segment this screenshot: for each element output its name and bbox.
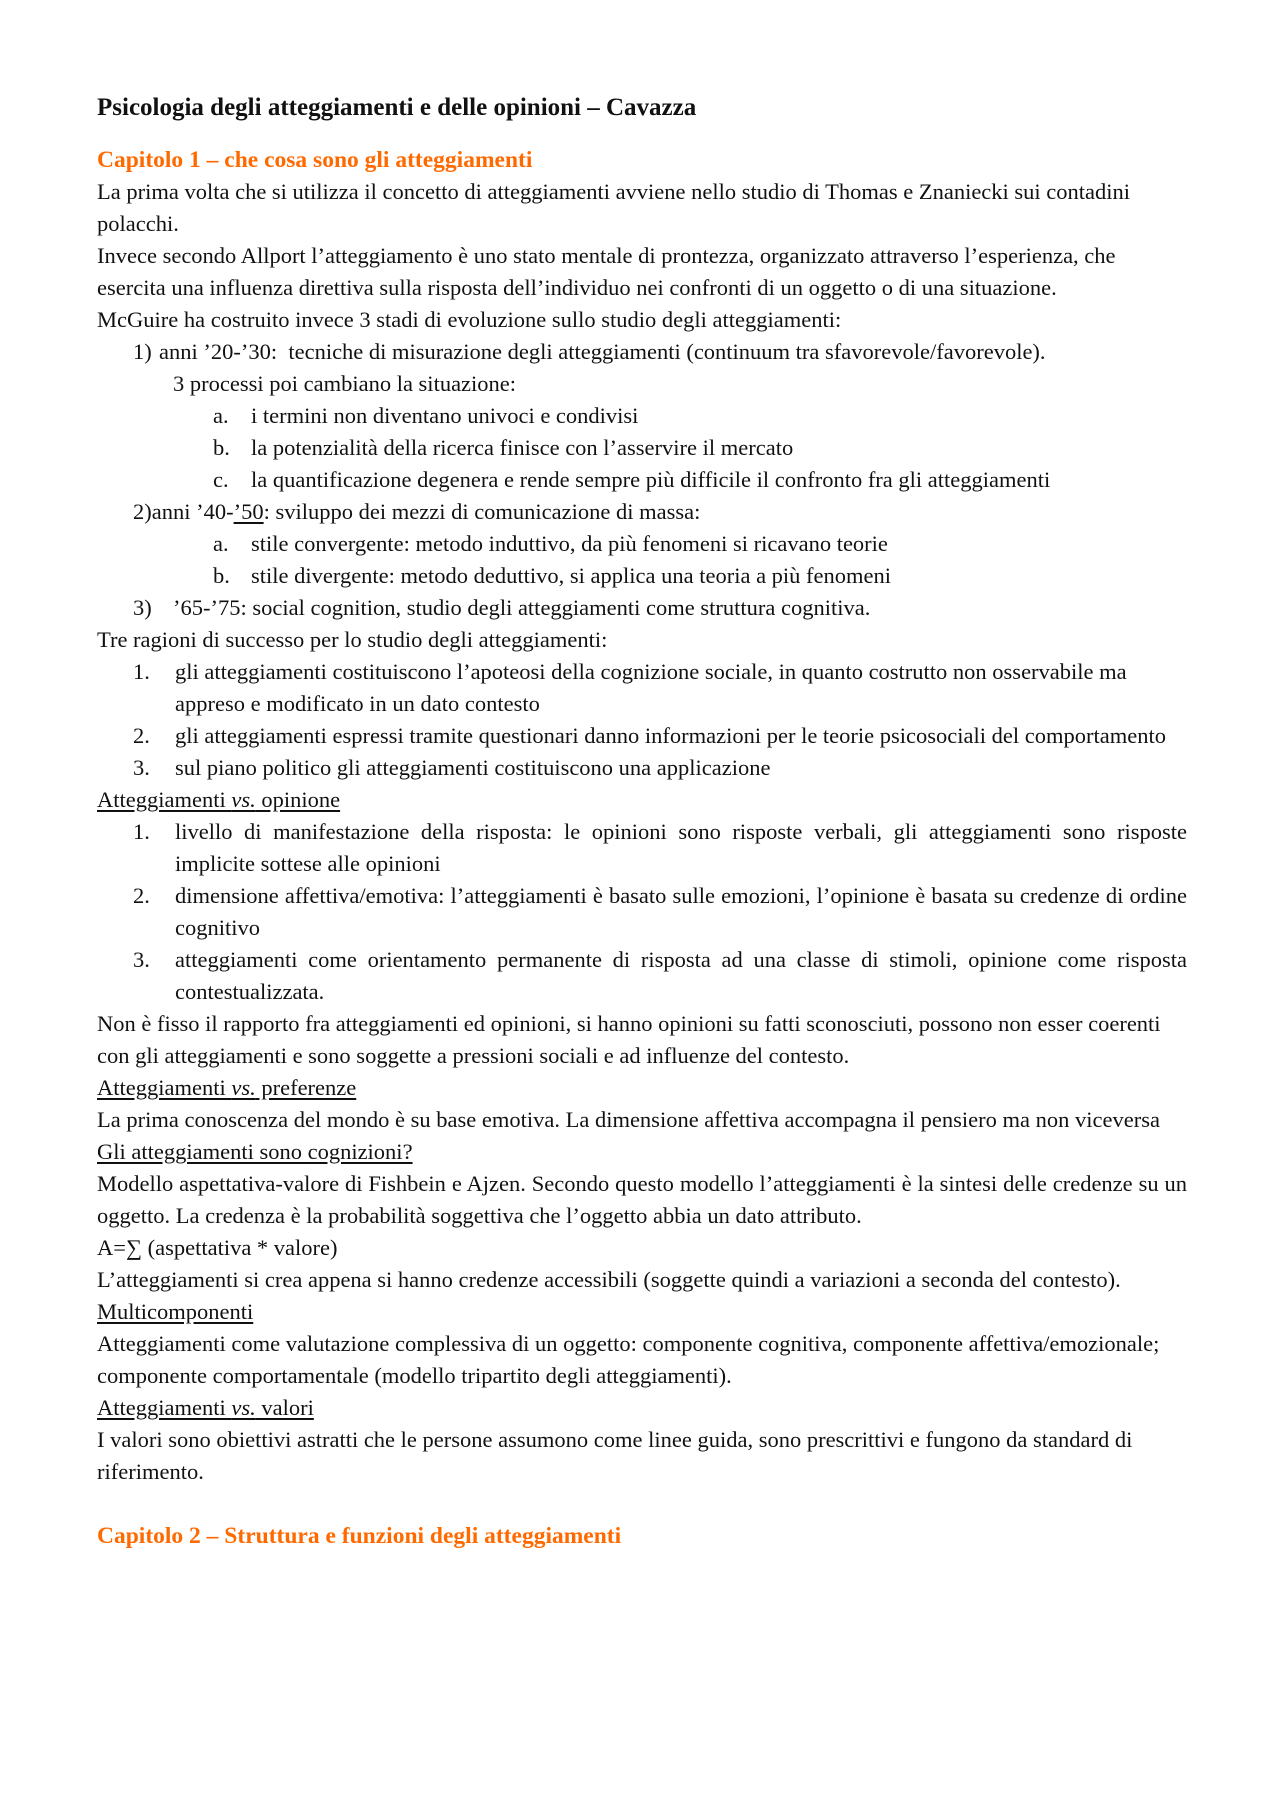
opinione-item-3: 3. atteggiamenti come orientamento permanente di risposta ad una classe di stimoli, opinione come risposta contestualizzata. — [133, 947, 1187, 1004]
section-heading-valori: Atteggiamenti vs. valori — [97, 1395, 314, 1420]
reason-item-2: 2. gli atteggiamenti espressi tramite questionari danno informazioni per le teorie psicosociali del comportamento — [133, 723, 1166, 748]
document-title: Psicologia degli atteggiamenti e delle opinioni – Cavazza — [97, 94, 697, 121]
stage-item-2: 2)anni ’40-’50: sviluppo dei mezzi di comunicazione di massa: — [133, 499, 701, 524]
preferenze-paragraph: La prima conoscenza del mondo è su base emotiva. La dimensione affettiva accompagna il pensiero ma non viceversa — [97, 1107, 1160, 1132]
mcguire-stages-list — [97, 336, 1187, 624]
opinione-after-paragraph: Non è fisso il rapporto fra atteggiamenti ed opinioni, si hanno opinioni su fatti sconosciuti, possono non esser coerenti con gli atteggiamenti e sono soggette a pressioni sociali e ad influenze del contesto. — [97, 1011, 1161, 1068]
chapter-2-heading: Capitolo 2 – Struttura e funzioni degli atteggiamenti — [97, 1523, 622, 1549]
stage-1-subitem-a: a. i termini non diventano univoci e condivisi — [213, 403, 639, 428]
multicomponenti-paragraph: Atteggiamenti come valutazione complessiva di un oggetto: componente cognitiva, componente affettiva/emozionale; componente comportamentale (modello tripartito degli atteggiamenti). — [97, 1331, 1160, 1388]
section-heading-preferenze: Atteggiamenti vs. preferenze — [97, 1075, 357, 1100]
section-heading-multicomponenti: Multicomponenti — [97, 1299, 254, 1324]
stage-item-1: 1) anni ’20-’30: tecniche di misurazione degli atteggiamenti (continuum tra sfavorevole/favorevole). — [133, 339, 1046, 364]
intro-paragraph-2: Invece secondo Allport l’atteggiamento è uno stato mentale di prontezza, organizzato attraverso l’esperienza, che esercita una influenza direttiva sulla risposta dell’individuo nei confronti di un oggetto o di una situazione. — [97, 243, 1116, 300]
document-content — [97, 92, 1187, 1552]
reasons-intro: Tre ragioni di successo per lo studio degli atteggiamenti: — [97, 627, 608, 652]
section-heading-opinione: Atteggiamenti vs. opinione — [97, 787, 341, 812]
stage-2-subitem-b: b. stile divergente: metodo deduttivo, si applica una teoria a più fenomeni — [213, 563, 892, 588]
intro-paragraph-1: La prima volta che si utilizza il concetto di atteggiamenti avviene nello studio di Thomas e Znaniecki sui contadini polacchi. — [97, 179, 1131, 236]
cognizioni-paragraph: Modello aspettativa-valore di Fishbein e Ajzen. Secondo questo modello l’atteggiamenti è la sintesi delle credenze su un oggetto. La credenza è la probabilità soggettiva che l’oggetto abbia un dato attributo. — [97, 1171, 1187, 1228]
intro-paragraph-3: McGuire ha costruito invece 3 stadi di evoluzione sullo studio degli atteggiamenti: — [97, 307, 842, 332]
reasons-list — [97, 656, 1187, 784]
stage-1-subitem-b: b. la potenzialità della ricerca finisce con l’asservire il mercato — [213, 435, 794, 460]
reason-item-1: 1. gli atteggiamenti costituiscono l’apoteosi della cognizione sociale, in quanto costrutto non osservabile ma appreso e modificato in un dato contesto — [133, 659, 1127, 716]
section-heading-cognizioni: Gli atteggiamenti sono cognizioni? — [97, 1139, 413, 1164]
cognizioni-formula: A=∑ (aspettativa * valore) — [97, 1235, 338, 1260]
stage-item-3: 3) ’65-’75: social cognition, studio degli atteggiamenti come struttura cognitiva. — [133, 595, 871, 620]
valori-paragraph: I valori sono obiettivi astratti che le persone assumono come linee guida, sono prescrittivi e fungono da standard di riferimento. — [97, 1427, 1133, 1484]
cognizioni-after-paragraph: L’atteggiamenti si crea appena si hanno credenze accessibili (soggette quindi a variazioni a seconda del contesto). — [97, 1267, 1121, 1292]
reason-item-3: 3. sul piano politico gli atteggiamenti costituiscono una applicazione — [133, 755, 771, 780]
stage-1-note: 3 processi poi cambiano la situazione: — [173, 371, 517, 396]
chapter-1-heading: Capitolo 1 – che cosa sono gli atteggiamenti — [97, 147, 533, 173]
opinione-list — [97, 816, 1187, 1008]
stage-2-subitem-a: a. stile convergente: metodo induttivo, da più fenomeni si ricavano teorie — [213, 531, 888, 556]
opinione-item-1: 1. livello di manifestazione della risposta: le opinioni sono risposte verbali, gli atteggiamenti sono risposte implicite sottese alle opinioni — [133, 819, 1187, 876]
opinione-item-2: 2. dimensione affettiva/emotiva: l’atteggiamenti è basato sulle emozioni, l’opinione è basata su credenze di ordine cognitivo — [133, 883, 1187, 940]
stage-1-subitem-c: c. la quantificazione degenera e rende sempre più difficile il confronto fra gli atteggiamenti — [213, 467, 1051, 492]
